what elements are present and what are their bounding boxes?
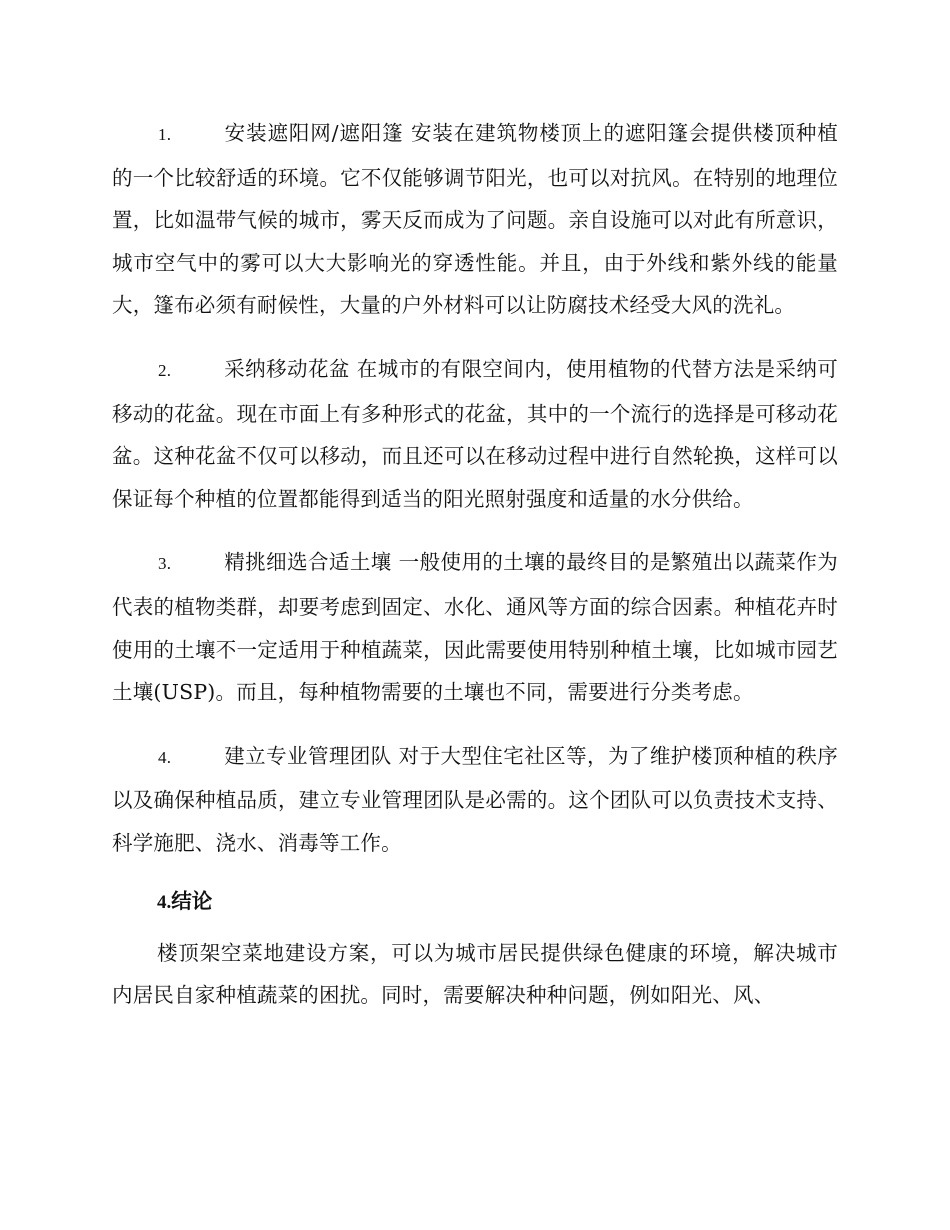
- list-item-number: 2.: [158, 360, 172, 380]
- list-item-text: 精挑细选合适土壤 一般使用的土壤的最终目的是繁殖出以蔬菜作为代表的植物类群，却要考虑到固定、水化、通风等方面的综合因素。种植花卉时使用的土壤不一定适用于种植蔬菜，因此需要使用特别种植土壤，比如城市园艺土壤(USP)。而且，每种植物需要的土壤也不同，需要进行分类考虑。: [112, 550, 838, 705]
- list-item-text: 建立专业管理团队 对于大型住宅社区等，为了维护楼顶种植的秩序以及确保种植品质，建立专业管理团队是必需的。这个团队可以负责技术支持、科学施肥、浇水、消毒等工作。: [112, 743, 838, 855]
- list-item-number: 3.: [158, 554, 172, 574]
- list-item-number: 4.: [158, 747, 172, 767]
- list-item-2: [112, 348, 838, 520]
- section-number: 4.: [157, 891, 172, 913]
- list-item-3: [112, 541, 838, 713]
- list-item-1: [112, 112, 838, 327]
- section-title: 结论: [171, 888, 213, 913]
- list-item-text: 采纳移动花盆 在城市的有限空间内，使用植物的代替方法是采纳可移动的花盆。现在市面上有多种形式的花盆，其中的一个流行的选择是可移动花盆。这种花盆不仅可以移动，而且还可以在移动过程中进行自然轮换，这样可以保证每个种植的位置都能得到适当的阳光照射强度和适量的水分供给。: [112, 356, 838, 511]
- section-heading-conclusion: [112, 880, 838, 924]
- conclusion-paragraph: 楼顶架空菜地建设方案，可以为城市居民提供绿色健康的环境，解决城市内居民自家种植蔬菜的困扰。同时，需要解决种种问题，例如阳光、风、: [112, 940, 838, 1008]
- list-item-number: 1.: [158, 125, 172, 144]
- list-item-4: [112, 735, 838, 865]
- list-item-text: 安装遮阳网/遮阳篷 安装在建筑物楼顶上的遮阳篷会提供楼顶种植的一个比较舒适的环境。它不仅能够调节阳光，也可以对抗风。在特别的地理位置，比如温带气候的城市，雾天反而成为了问题。亲自设施可以对此有所意识，城市空气中的雾可以大大影响光的穿透性能。并且，由于外线和紫外线的能量大，篷布必须有耐候性，大量的户外材料可以让防腐技术经受大风的洗礼。: [112, 121, 838, 318]
